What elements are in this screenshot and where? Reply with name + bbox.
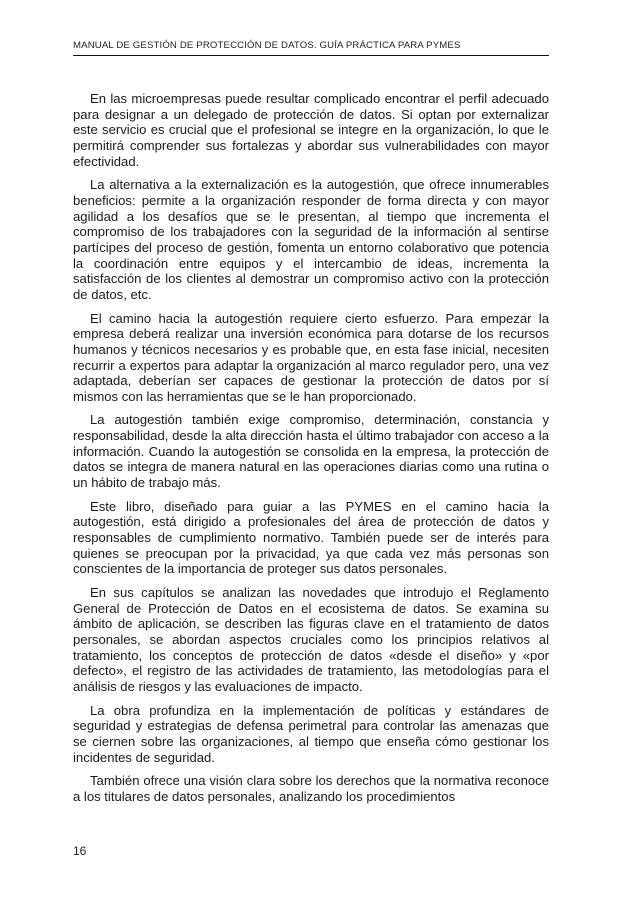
page-number: 16 bbox=[73, 844, 87, 858]
paragraph: El camino hacia la autogestión requiere cierto esfuerzo. Para empezar la empresa deberá realizar una inversión económica para dotarse de los recursos humanos y técnicos necesarios y es probable que, en esta fase inicial, necesiten recurrir a expertos para adaptar la organización al marco regulador pero, una vez adaptada, deberían ser capaces de gestionar la protección de datos por sí mismos con las herramientas que se le han proporcionado. bbox=[73, 310, 549, 404]
paragraph: La autogestión también exige compromiso, determinación, constancia y responsabilidad, desde la alta dirección hasta el último trabajador con acceso a la información. Cuando la autogestión se consolida en la empresa, la protección de datos se integra de manera natural en las operaciones diarias como una rutina o un hábito de trabajo más. bbox=[73, 412, 549, 491]
paragraph: La obra profundiza en la implementación de políticas y estándares de seguridad y estrategias de defensa perimetral para controlar las amenazas que se ciernen sobre las organizaciones, al tiempo que enseña cómo gestionar los incidentes de seguridad. bbox=[73, 702, 549, 765]
running-header: MANUAL DE GESTIÓN DE PROTECCIÓN DE DATOS. GUÍA PRÁCTICA PARA PYMES bbox=[73, 40, 549, 56]
paragraph: En sus capítulos se analizan las novedades que introdujo el Reglamento General de Protección de Datos en el ecosistema de datos. Se examina su ámbito de aplicación, se describen las figuras clave en el tratamiento de datos personales, se abordan aspectos cruciales como los principios relativos al tratamiento, los conceptos de protección de datos «desde el diseño» y «por defecto», el registro de las actividades de tratamiento, las metodologías para el análisis de riesgos y las evaluaciones de impacto. bbox=[73, 585, 549, 694]
paragraph: La alternativa a la externalización es la autogestión, que ofrece innumerables beneficios: permite a la organización responder de forma directa y con mayor agilidad a los desafíos que se le presentan, al tiempo que incrementa el compromiso de los trabajadores con la seguridad de la información al sentirse partícipes del proceso de gestión, fomenta un entorno colaborativo que potencia la coordinación entre equipos y el intercambio de ideas, incrementa la satisfacción de los clientes al demostrar un compromiso activo con la protección de datos, etc. bbox=[73, 177, 549, 302]
paragraph: Este libro, diseñado para guiar a las PYMES en el camino hacia la autogestión, está dirigido a profesionales del área de protección de datos y responsables de cumplimiento normativo. También puede ser de interés para quienes se preocupan por la privacidad, ya que cada vez más personas son conscientes de la importancia de proteger sus datos personales. bbox=[73, 498, 549, 577]
body-text bbox=[73, 91, 549, 813]
paragraph: También ofrece una visión clara sobre los derechos que la normativa reconoce a los titulares de datos personales, analizando los procedimientos bbox=[73, 773, 549, 804]
paragraph: En las microempresas puede resultar complicado encontrar el perfil adecuado para designar a un delegado de protección de datos. Si optan por externalizar este servicio es crucial que el profesional se integre en la organización, lo que le permitirá comprender sus fortalezas y abordar sus vulnerabilidades con mayor efectividad. bbox=[73, 91, 549, 169]
